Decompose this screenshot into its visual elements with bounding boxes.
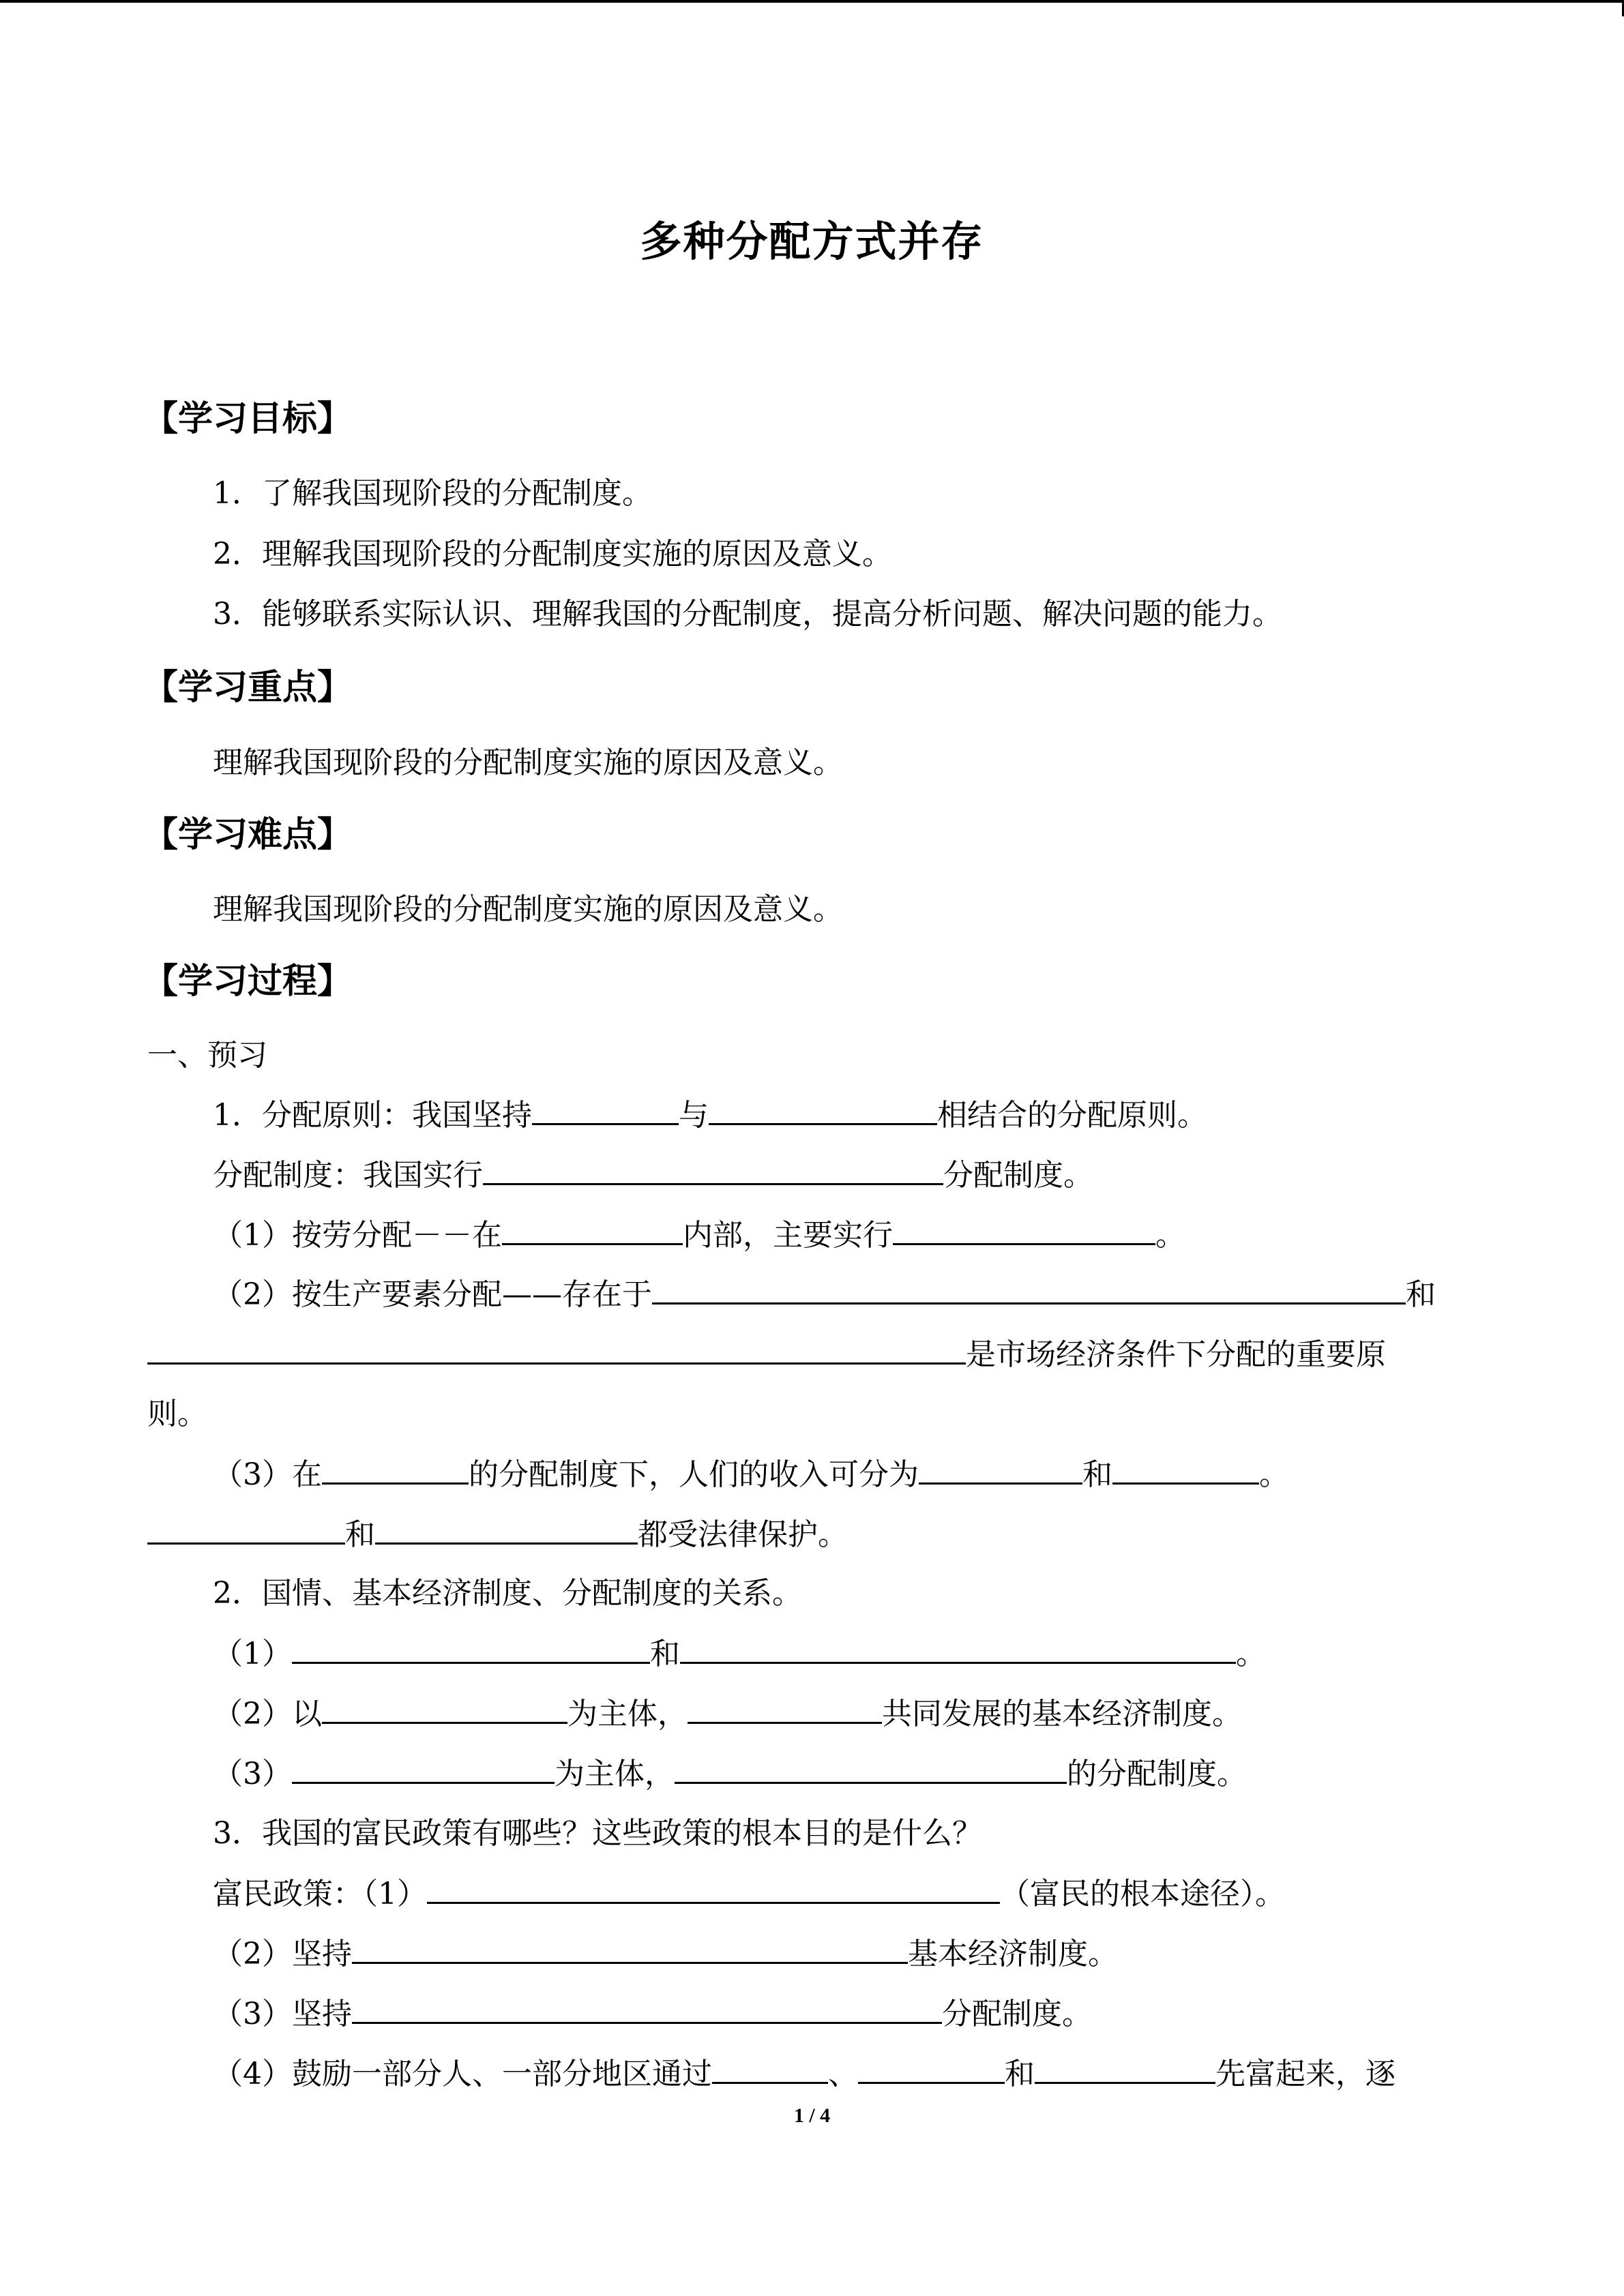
fill-blank[interactable] — [322, 1455, 469, 1485]
fill-blank[interactable] — [709, 1096, 937, 1125]
question-2: 2．国情、基本经济制度、分配制度的关系。 — [213, 1576, 802, 1611]
fill-blank[interactable] — [532, 1096, 679, 1125]
objective-item: 3．能够联系实际认识、理解我国的分配制度，提高分析问题、解决问题的能力。 — [213, 597, 1282, 631]
fill-blank[interactable] — [680, 1635, 1236, 1664]
objective-item: 2．理解我国现阶段的分配制度实施的原因及意义。 — [213, 537, 892, 571]
fill-blank[interactable] — [352, 1995, 942, 2024]
fill-blank[interactable] — [858, 2055, 1005, 2084]
fill-blank[interactable] — [147, 1335, 966, 1365]
question-2-3: （3） 为主体， 的分配制度。 — [213, 1755, 1247, 1793]
question-1-principle: 1．分配原则：我国坚持 与 相结合的分配原则。 — [213, 1096, 1207, 1135]
fill-blank[interactable] — [893, 1216, 1155, 1245]
fill-blank[interactable] — [1112, 1455, 1259, 1485]
fill-blank[interactable] — [375, 1515, 638, 1545]
question-2-2: （2）以 为主体， 共同发展的基本经济制度。 — [213, 1695, 1242, 1733]
preview-label: 一、预习 — [147, 1038, 267, 1073]
fill-blank[interactable] — [1035, 2055, 1215, 2084]
question-2-1: （1） 和 。 — [213, 1635, 1266, 1673]
objective-item: 1．了解我国现阶段的分配制度。 — [213, 476, 652, 511]
question-3-2: （2）坚持 基本经济制度。 — [213, 1935, 1118, 1973]
fill-blank[interactable] — [483, 1156, 943, 1185]
question-3-3: （3）坚持 分配制度。 — [213, 1995, 1092, 2033]
page-top-border — [0, 0, 1623, 3]
page-title: 多种分配方式并存 — [640, 218, 984, 266]
question-3-4: （4）鼓励一部分人、一部分地区通过 、 和 先富起来，逐 — [213, 2055, 1396, 2093]
question-1-3: （3）在 的分配制度下，人们的收入可分为 和 。 — [213, 1455, 1289, 1494]
question-1-1: （1）按劳分配－－在 内部，主要实行 。 — [213, 1216, 1185, 1255]
question-1-2-cont: 是市场经济条件下分配的重要原 — [147, 1335, 1386, 1374]
question-1-system: 分配制度：我国实行 分配制度。 — [213, 1156, 1093, 1195]
heading-process: 【学习过程】 — [143, 961, 353, 1002]
heading-difficulties: 【学习难点】 — [143, 815, 353, 855]
fill-blank[interactable] — [292, 1635, 650, 1664]
heading-key-points: 【学习重点】 — [143, 668, 353, 708]
fill-blank[interactable] — [688, 1695, 882, 1724]
question-1-2: （2）按生产要素分配——存在于 和 — [213, 1275, 1436, 1314]
question-1-2-end: 则。 — [147, 1397, 207, 1431]
fill-blank[interactable] — [502, 1216, 683, 1245]
fill-blank[interactable] — [919, 1455, 1082, 1485]
fill-blank[interactable] — [147, 1515, 345, 1545]
fill-blank[interactable] — [712, 2055, 828, 2084]
fill-blank[interactable] — [352, 1935, 908, 1964]
question-3-1: 富民政策：（1） （富民的根本途径）。 — [213, 1875, 1285, 1913]
heading-objectives: 【学习目标】 — [143, 399, 353, 439]
question-1-3-cont: 和 都受法律保护。 — [147, 1515, 848, 1554]
fill-blank[interactable] — [292, 1755, 555, 1784]
fill-blank[interactable] — [652, 1275, 1406, 1304]
key-point-text: 理解我国现阶段的分配制度实施的原因及意义。 — [213, 745, 843, 780]
fill-blank[interactable] — [322, 1695, 567, 1724]
difficulty-text: 理解我国现阶段的分配制度实施的原因及意义。 — [213, 892, 843, 927]
question-3: 3．我国的富民政策有哪些？这些政策的根本目的是什么？ — [213, 1816, 982, 1851]
page-number: 1 / 4 — [793, 2104, 831, 2127]
fill-blank[interactable] — [675, 1755, 1067, 1784]
fill-blank[interactable] — [427, 1875, 1000, 1904]
